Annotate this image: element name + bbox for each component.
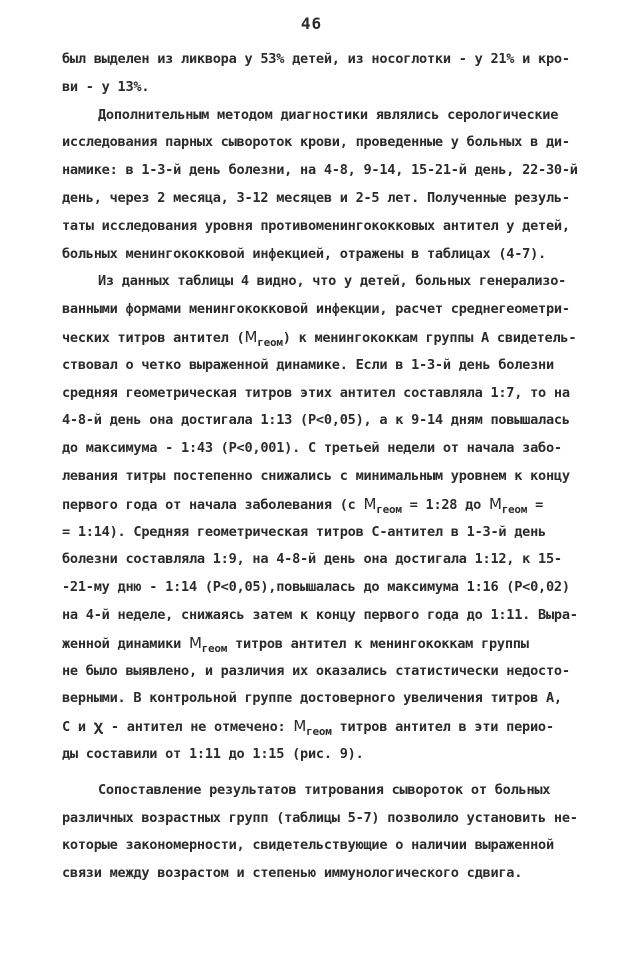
paragraph-start-line: Дополнительным методом диагностики являлись серологические <box>98 106 559 123</box>
text-line: связи между возрастом и степенью иммунологического сдвига. <box>62 865 523 882</box>
text-line: которые закономерности, свидетельствующие о наличии выраженной <box>62 837 554 854</box>
text-line: левания титры постепенно снижались с минимальным уровнем к концу <box>62 467 570 484</box>
subscript-geom: геом <box>201 641 228 655</box>
m-symbol: M <box>188 633 202 652</box>
subscript-geom: геом <box>376 502 402 516</box>
text-line-formula <box>62 630 582 658</box>
page-number: 46 <box>300 14 323 33</box>
text-line: ви - у 13%. <box>62 78 150 95</box>
paragraph-start-line: Из данных таблицы 4 видно, что у детей, больных генерализо- <box>98 273 567 290</box>
text-line: ствовал о четко выраженной динамике. Если в 1-3-й день болезни <box>62 356 554 373</box>
m-symbol: M <box>293 717 307 736</box>
text-line: ванными формами менингококковой инфекции, расчет среднегеометри- <box>62 301 570 318</box>
subscript-geom: геом <box>257 335 283 349</box>
text-fragment: = <box>527 496 544 513</box>
text-line: ды составили от 1:11 до 1:15 (рис. 9). <box>62 745 364 762</box>
text-line: различных возрастных групп (таблицы 5-7) позволило установить не- <box>62 809 578 826</box>
text-line-formula <box>62 713 582 741</box>
m-symbol: M <box>363 494 377 513</box>
text-fragment: ческих титров антител ( <box>62 329 245 346</box>
text-line-formula <box>62 324 582 352</box>
greek-symbol: 𝛘 <box>93 717 103 736</box>
text-line: больных менингококковой инфекцией, отражены в таблицах (4-7). <box>62 245 546 262</box>
text-line: исследования парных сывороток крови, проведенные у больных в ди- <box>62 134 570 151</box>
text-line: болезни составляла 1:9, на 4-8-й день она достигала 1:12, к 15- <box>62 551 562 568</box>
subscript-geom: геом <box>306 725 332 739</box>
subscript-geom: геом <box>501 502 528 516</box>
text-line: -21-му дню - 1:14 (Р<0,05),повышалась до максимума 1:16 (Р<0,02) <box>62 579 570 596</box>
text-fragment: женной динамики <box>62 635 189 652</box>
text-line: день, через 2 месяца, 3-12 месяцев и 2-5 лет. Полученные резуль- <box>62 189 570 206</box>
body-text <box>62 46 582 888</box>
text-line: = 1:14). Средняя геометрическая титров С-антител в 1-3-й день <box>62 523 546 540</box>
text-line: не было выявлено, и различия их оказались статистически недосто- <box>62 662 570 679</box>
text-fragment: ) к менингококкам группы А свидетель- <box>282 329 577 346</box>
text-line: таты исследования уровня противоменингококковых антител у детей, <box>62 217 570 234</box>
text-fragment: титров антител в эти перио- <box>331 719 554 736</box>
text-fragment: титров антител к менингококкам группы <box>227 635 529 652</box>
m-symbol: M <box>488 494 502 513</box>
text-line: на 4-й неделе, снижаясь затем к концу первого года до 1:11. Выра- <box>62 606 578 623</box>
m-symbol: M <box>244 327 258 346</box>
text-line-formula <box>62 491 582 519</box>
text-line: был выделен из ликвора у 53% детей, из носоглотки - у 21% и кро- <box>62 51 570 67</box>
text-line: намике: в 1-3-й день болезни, на 4-8, 9-14, 15-21-й день, 22-30-й <box>62 162 578 179</box>
text-line: верными. В контрольной группе достоверного увеличения титров А, <box>62 690 562 707</box>
text-line: 4-8-й день она достигала 1:13 (Р<0,05), а к 9-14 дням повышалась <box>62 412 570 429</box>
text-fragment: - антител не отмечено: <box>102 719 294 736</box>
text-line: средняя геометрическая титров этих антител составляла 1:7, то на <box>62 384 570 401</box>
text-fragment: первого года от начала заболевания (с <box>62 496 364 513</box>
text-fragment: С и <box>62 719 94 736</box>
text-line: до максимума - 1:43 (Р<0,001). С третьей недели от начала забо- <box>62 440 562 457</box>
text-fragment: = 1:28 до <box>401 496 489 513</box>
paragraph-start-line: Сопоставление результатов титрования сывороток от больных <box>98 781 551 798</box>
